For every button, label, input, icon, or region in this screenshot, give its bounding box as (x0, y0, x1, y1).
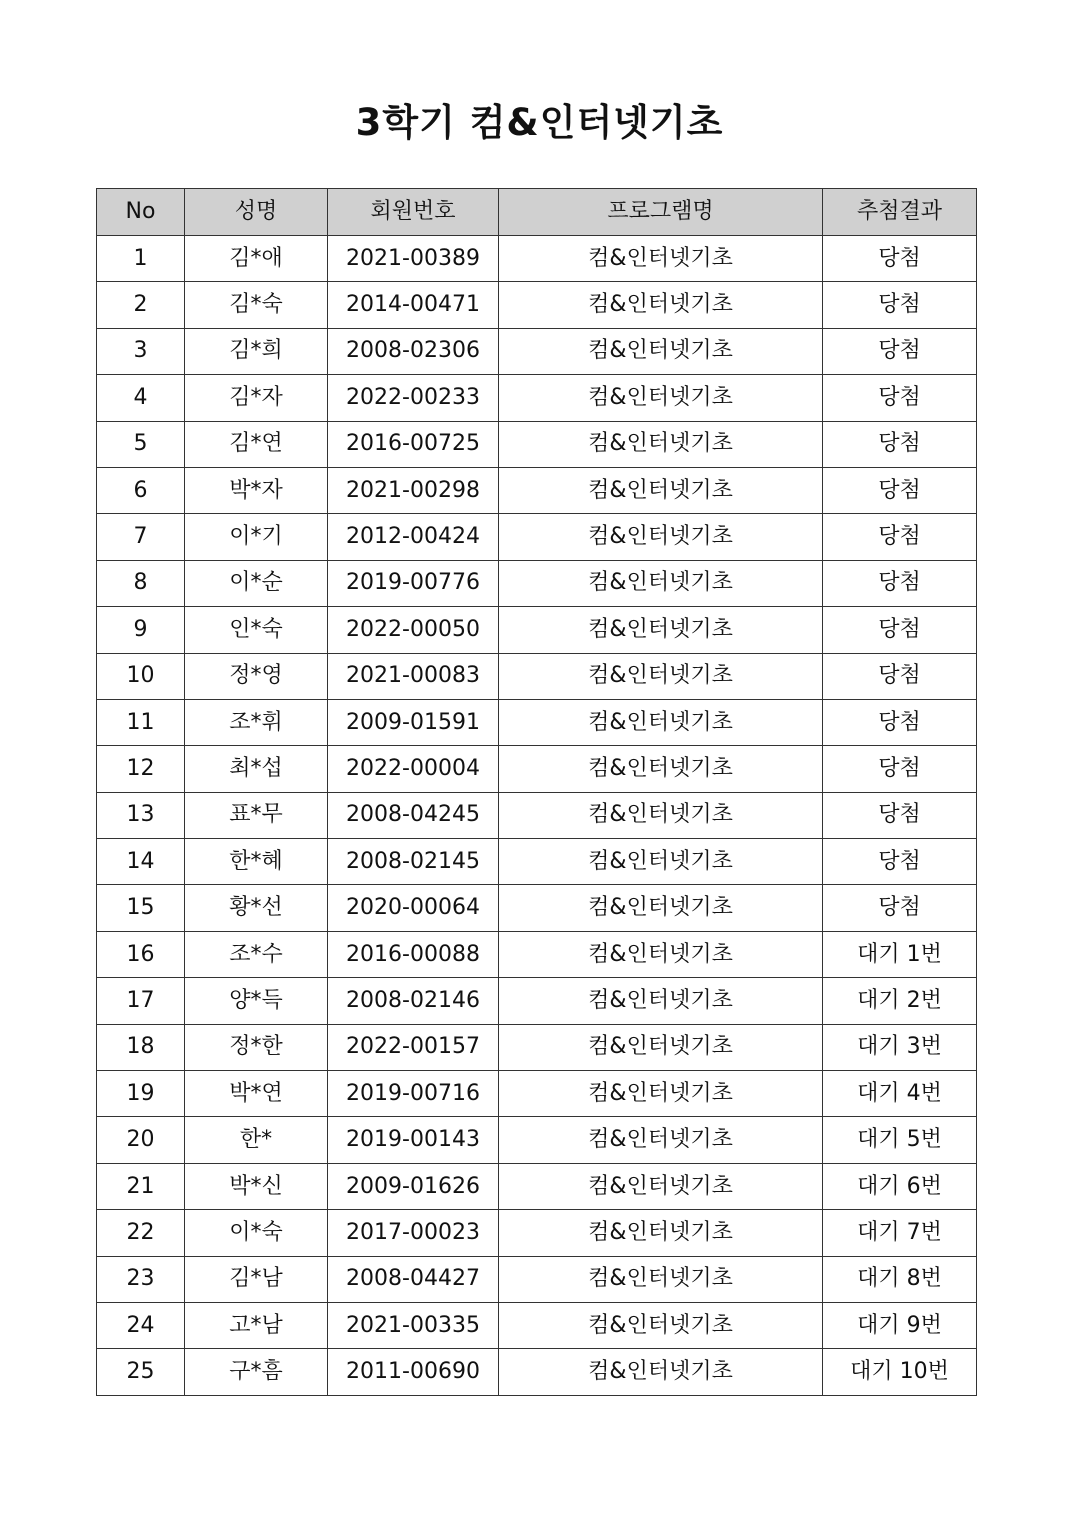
cell-program: 컴&인터넷기초 (499, 931, 823, 977)
cell-name: 정*영 (185, 653, 328, 699)
cell-name: 박*자 (185, 467, 328, 513)
cell-name: 김*숙 (185, 282, 328, 328)
lottery-results-table (96, 188, 977, 1396)
cell-program: 컴&인터넷기초 (499, 1071, 823, 1117)
cell-no: 17 (97, 978, 185, 1024)
cell-no: 12 (97, 746, 185, 792)
cell-member-id: 2008-04427 (328, 1256, 499, 1302)
cell-result: 대기 6번 (823, 1163, 977, 1209)
cell-member-id: 2016-00725 (328, 421, 499, 467)
cell-program: 컴&인터넷기초 (499, 839, 823, 885)
cell-name: 한* (185, 1117, 328, 1163)
cell-program: 컴&인터넷기초 (499, 1349, 823, 1395)
table-header (97, 189, 977, 236)
cell-result: 당첨 (823, 467, 977, 513)
cell-member-id: 2021-00389 (328, 236, 499, 282)
cell-member-id: 2019-00143 (328, 1117, 499, 1163)
cell-name: 이*숙 (185, 1210, 328, 1256)
cell-program: 컴&인터넷기초 (499, 328, 823, 374)
cell-result: 당첨 (823, 746, 977, 792)
cell-program: 컴&인터넷기초 (499, 1024, 823, 1070)
cell-name: 양*득 (185, 978, 328, 1024)
cell-name: 조*휘 (185, 699, 328, 745)
page-title: 3학기 컴&인터넷기초 (355, 101, 724, 144)
header-program: 프로그램명 (499, 189, 823, 236)
cell-result: 당첨 (823, 653, 977, 699)
cell-name: 조*수 (185, 931, 328, 977)
cell-program: 컴&인터넷기초 (499, 236, 823, 282)
cell-result: 대기 7번 (823, 1210, 977, 1256)
cell-no: 16 (97, 931, 185, 977)
cell-no: 22 (97, 1210, 185, 1256)
cell-program: 컴&인터넷기초 (499, 421, 823, 467)
cell-no: 2 (97, 282, 185, 328)
table-row (97, 653, 977, 699)
header-member-id: 회원번호 (328, 189, 499, 236)
cell-no: 10 (97, 653, 185, 699)
table-row (97, 236, 977, 282)
cell-no: 15 (97, 885, 185, 931)
table-row (97, 560, 977, 606)
cell-name: 이*기 (185, 514, 328, 560)
cell-program: 컴&인터넷기초 (499, 1210, 823, 1256)
cell-result: 대기 10번 (823, 1349, 977, 1395)
cell-member-id: 2022-00004 (328, 746, 499, 792)
table-row (97, 467, 977, 513)
cell-result: 대기 1번 (823, 931, 977, 977)
cell-member-id: 2022-00157 (328, 1024, 499, 1070)
cell-member-id: 2022-00050 (328, 607, 499, 653)
cell-name: 인*숙 (185, 607, 328, 653)
cell-no: 5 (97, 421, 185, 467)
cell-no: 25 (97, 1349, 185, 1395)
cell-result: 대기 5번 (823, 1117, 977, 1163)
cell-program: 컴&인터넷기초 (499, 560, 823, 606)
cell-name: 구*흠 (185, 1349, 328, 1395)
cell-member-id: 2008-02145 (328, 839, 499, 885)
cell-member-id: 2014-00471 (328, 282, 499, 328)
cell-result: 대기 4번 (823, 1071, 977, 1117)
cell-name: 김*남 (185, 1256, 328, 1302)
cell-name: 한*혜 (185, 839, 328, 885)
cell-member-id: 2008-02306 (328, 328, 499, 374)
table-body (97, 236, 977, 1396)
cell-member-id: 2019-00716 (328, 1071, 499, 1117)
cell-result: 당첨 (823, 328, 977, 374)
table-row (97, 421, 977, 467)
cell-member-id: 2022-00233 (328, 375, 499, 421)
cell-no: 8 (97, 560, 185, 606)
table-row (97, 1117, 977, 1163)
table-row (97, 1071, 977, 1117)
cell-no: 6 (97, 467, 185, 513)
cell-member-id: 2017-00023 (328, 1210, 499, 1256)
cell-no: 1 (97, 236, 185, 282)
cell-result: 당첨 (823, 792, 977, 838)
cell-name: 박*신 (185, 1163, 328, 1209)
table-row (97, 931, 977, 977)
cell-no: 18 (97, 1024, 185, 1070)
cell-program: 컴&인터넷기초 (499, 1302, 823, 1348)
cell-no: 14 (97, 839, 185, 885)
cell-program: 컴&인터넷기초 (499, 1163, 823, 1209)
cell-result: 당첨 (823, 514, 977, 560)
cell-name: 표*무 (185, 792, 328, 838)
cell-result: 대기 2번 (823, 978, 977, 1024)
cell-result: 당첨 (823, 839, 977, 885)
table-row (97, 328, 977, 374)
table-row (97, 1302, 977, 1348)
table-row (97, 1024, 977, 1070)
cell-result: 당첨 (823, 282, 977, 328)
cell-no: 7 (97, 514, 185, 560)
cell-no: 21 (97, 1163, 185, 1209)
cell-member-id: 2021-00335 (328, 1302, 499, 1348)
cell-result: 당첨 (823, 236, 977, 282)
table-row (97, 607, 977, 653)
cell-name: 김*희 (185, 328, 328, 374)
cell-program: 컴&인터넷기초 (499, 282, 823, 328)
table-row (97, 1256, 977, 1302)
cell-member-id: 2008-04245 (328, 792, 499, 838)
cell-no: 4 (97, 375, 185, 421)
cell-name: 박*연 (185, 1071, 328, 1117)
table-row (97, 978, 977, 1024)
cell-result: 대기 9번 (823, 1302, 977, 1348)
cell-member-id: 2009-01626 (328, 1163, 499, 1209)
cell-program: 컴&인터넷기초 (499, 653, 823, 699)
cell-name: 이*순 (185, 560, 328, 606)
cell-member-id: 2016-00088 (328, 931, 499, 977)
cell-member-id: 2019-00776 (328, 560, 499, 606)
cell-program: 컴&인터넷기초 (499, 978, 823, 1024)
table-row (97, 885, 977, 931)
cell-name: 정*한 (185, 1024, 328, 1070)
cell-result: 당첨 (823, 421, 977, 467)
cell-no: 3 (97, 328, 185, 374)
cell-program: 컴&인터넷기초 (499, 375, 823, 421)
cell-member-id: 2020-00064 (328, 885, 499, 931)
table-row (97, 1349, 977, 1395)
cell-program: 컴&인터넷기초 (499, 699, 823, 745)
table-row (97, 792, 977, 838)
cell-name: 최*섭 (185, 746, 328, 792)
cell-program: 컴&인터넷기초 (499, 467, 823, 513)
cell-name: 김*연 (185, 421, 328, 467)
cell-program: 컴&인터넷기초 (499, 1117, 823, 1163)
table-row (97, 1210, 977, 1256)
cell-result: 당첨 (823, 560, 977, 606)
cell-no: 20 (97, 1117, 185, 1163)
header-no: No (97, 189, 185, 236)
cell-no: 24 (97, 1302, 185, 1348)
cell-member-id: 2012-00424 (328, 514, 499, 560)
cell-member-id: 2021-00083 (328, 653, 499, 699)
cell-program: 컴&인터넷기초 (499, 746, 823, 792)
cell-result: 당첨 (823, 607, 977, 653)
cell-name: 황*선 (185, 885, 328, 931)
cell-member-id: 2011-00690 (328, 1349, 499, 1395)
cell-result: 당첨 (823, 885, 977, 931)
cell-no: 13 (97, 792, 185, 838)
table-row (97, 1163, 977, 1209)
cell-program: 컴&인터넷기초 (499, 792, 823, 838)
header-row (97, 189, 977, 236)
cell-program: 컴&인터넷기초 (499, 885, 823, 931)
cell-no: 23 (97, 1256, 185, 1302)
cell-member-id: 2009-01591 (328, 699, 499, 745)
cell-no: 11 (97, 699, 185, 745)
cell-no: 19 (97, 1071, 185, 1117)
cell-program: 컴&인터넷기초 (499, 607, 823, 653)
cell-member-id: 2021-00298 (328, 467, 499, 513)
cell-program: 컴&인터넷기초 (499, 514, 823, 560)
table-row (97, 282, 977, 328)
table-row (97, 839, 977, 885)
cell-no: 9 (97, 607, 185, 653)
cell-result: 당첨 (823, 375, 977, 421)
cell-name: 김*애 (185, 236, 328, 282)
cell-result: 대기 8번 (823, 1256, 977, 1302)
cell-member-id: 2008-02146 (328, 978, 499, 1024)
table-row (97, 746, 977, 792)
cell-name: 고*남 (185, 1302, 328, 1348)
table-row (97, 699, 977, 745)
table-row (97, 514, 977, 560)
header-result: 추첨결과 (823, 189, 977, 236)
cell-result: 당첨 (823, 699, 977, 745)
cell-name: 김*자 (185, 375, 328, 421)
header-name: 성명 (185, 189, 328, 236)
cell-program: 컴&인터넷기초 (499, 1256, 823, 1302)
cell-result: 대기 3번 (823, 1024, 977, 1070)
table-row (97, 375, 977, 421)
